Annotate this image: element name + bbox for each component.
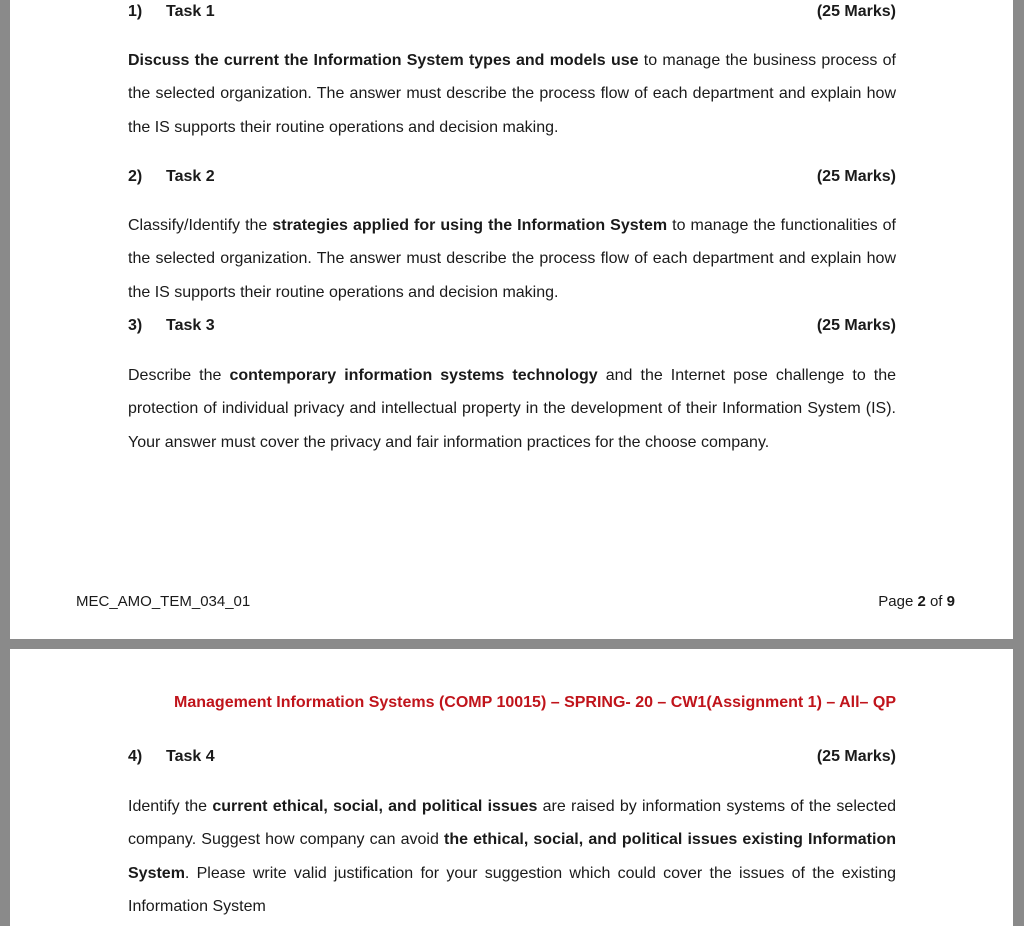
- task-1-emphasis: Discuss the current the Information System types and models use: [128, 52, 639, 69]
- task-title: Task 1: [166, 3, 215, 20]
- task-3-text: and the Internet pose challenge to the protection of individual privacy and intellectual property in the development of their Information System (IS). Your answer must cover the privacy and fair information practices for the choose company.: [128, 367, 897, 451]
- task-4-emphasis-1: current ethical, social, and political issues: [212, 798, 538, 815]
- document-heading: Management Information Systems (COMP 10015) – SPRING- 20 – CW1(Assignment 1) – All– QP: [174, 694, 896, 711]
- document-page-3: [10, 649, 1013, 926]
- page-label: Page: [878, 593, 918, 610]
- task-4-text: . Please write valid justification for your suggestion which could cover the issues of the existing Information System: [128, 864, 896, 915]
- task-2-description: [128, 209, 896, 309]
- task-2-text: to manage the functionalities of the selected organization. The answer must describe the process flow of each department and explain how the IS supports their routine operations and decision making.: [128, 217, 896, 301]
- task-number: 3): [128, 317, 143, 334]
- page-of: of: [925, 593, 947, 610]
- task-title: Task 3: [166, 317, 215, 334]
- task-marks: (25 Marks): [816, 168, 896, 185]
- task-1-description: [128, 44, 896, 144]
- task-3-header: [128, 315, 896, 337]
- task-marks: (25 Marks): [816, 748, 896, 765]
- task-3-description: [128, 359, 896, 459]
- task-title: Task 2: [166, 168, 215, 185]
- task-2-emphasis: strategies applied for using the Information System: [272, 217, 668, 234]
- page-current: 2: [917, 593, 926, 610]
- task-marks: (25 Marks): [816, 317, 896, 334]
- task-4-header: [128, 746, 896, 768]
- task-4-text-mid: are raised by information systems of the selected company. Suggest how company can avoid: [128, 798, 897, 849]
- document-page-2: [10, 0, 1013, 639]
- task-3-emphasis: contemporary information systems technology: [229, 367, 598, 384]
- task-1-header: [128, 1, 896, 23]
- task-2-text-pre: Classify/Identify the: [128, 217, 273, 234]
- task-title: Task 4: [166, 748, 215, 765]
- page-number: [878, 593, 955, 610]
- task-number: 4): [128, 748, 143, 765]
- task-4-description: [128, 790, 896, 923]
- document-code: MEC_AMO_TEM_034_01: [76, 593, 251, 610]
- page-total: 9: [946, 593, 955, 610]
- task-3-text-pre: Describe the: [128, 367, 230, 384]
- task-marks: (25 Marks): [816, 3, 896, 20]
- task-2-header: [128, 166, 896, 188]
- task-number: 1): [128, 3, 143, 20]
- task-1-text: to manage the business process of the selected organization. The answer must describe the process flow of each department and explain how the IS supports their routine operations and decision making.: [128, 52, 897, 136]
- task-number: 2): [128, 168, 143, 185]
- task-4-text-pre: Identify the: [128, 798, 213, 815]
- task-4-emphasis-2: the ethical, social, and political issues existing Information System: [128, 831, 897, 882]
